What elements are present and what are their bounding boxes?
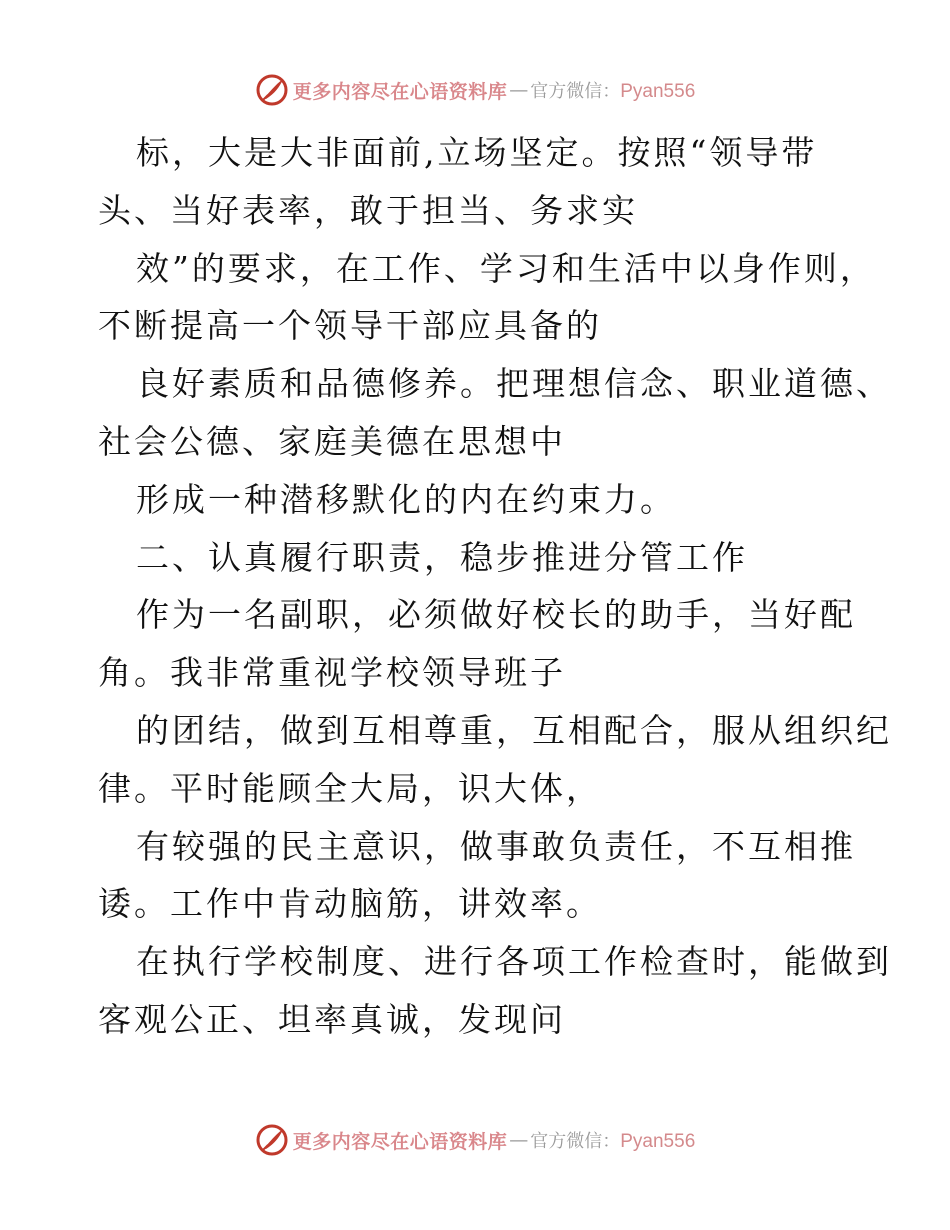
watermark-separator: — xyxy=(509,79,529,101)
watermark-site-text: 更多内容尽在心语资料库 xyxy=(292,80,508,103)
quill-logo-icon xyxy=(255,73,289,107)
footer-watermark xyxy=(0,1120,950,1160)
text-line: 的团结，做到互相尊重，互相配合，服从组织纪 xyxy=(136,710,892,750)
watermark-site-text: 更多内容尽在心语资料库 xyxy=(292,1130,508,1153)
text-line: 角。我非常重视学校领导班子 xyxy=(98,653,566,693)
watermark-wechat-id: Pyan556 xyxy=(620,81,696,102)
text-line: 标，大是大非面前,立场坚定。按照“领导带 xyxy=(136,133,818,172)
text-line: 诿。工作中肯动脑筋，讲效率。 xyxy=(98,884,602,924)
watermark-wechat-id: Pyan556 xyxy=(620,1131,696,1152)
quill-logo-icon xyxy=(255,1123,289,1157)
text-line: 不断提高一个领导干部应具备的 xyxy=(98,306,602,346)
text-line: 在执行学校制度、进行各项工作检查时，能做到 xyxy=(136,942,892,982)
document-body xyxy=(98,124,892,1049)
text-line: 良好素质和品德修养。把理想信念、职业道德、 xyxy=(136,364,892,404)
section-heading: 二、认真履行职责，稳步推进分管工作 xyxy=(136,537,748,577)
text-line: 形成一种潜移默化的内在约束力。 xyxy=(136,479,676,519)
text-line: 效”的要求，在工作、学习和生活中以身作则， xyxy=(136,248,876,288)
text-line: 作为一名副职，必须做好校长的助手，当好配 xyxy=(136,595,856,635)
text-line: 客观公正、坦率真诚，发现问 xyxy=(98,999,566,1039)
watermark-wechat xyxy=(530,1127,695,1153)
text-line: 社会公德、家庭美德在思想中 xyxy=(98,421,566,461)
watermark-wechat xyxy=(530,77,695,103)
header-watermark xyxy=(0,70,950,110)
watermark-separator: — xyxy=(509,1129,529,1151)
watermark-wechat-label: 官方微信： xyxy=(530,81,621,102)
text-line: 有较强的民主意识，做事敢负责任，不互相推 xyxy=(136,826,856,866)
watermark-wechat-label: 官方微信： xyxy=(530,1131,621,1152)
text-line: 律。平时能顾全大局，识大体， xyxy=(98,768,602,808)
text-line: 头、当好表率，敢于担当、务求实 xyxy=(98,190,638,230)
